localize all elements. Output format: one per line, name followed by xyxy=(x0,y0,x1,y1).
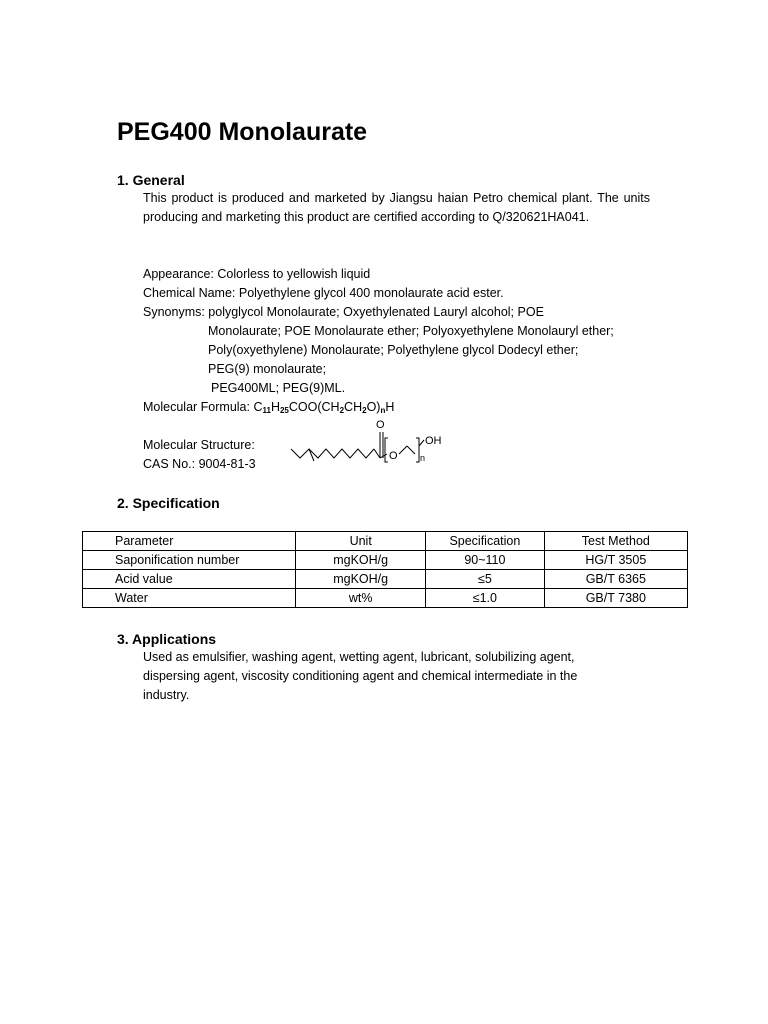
general-intro: This product is produced and marketed by Jiangsu haian Petro chemical plant. The units producing and marketing this product are certified according to Q/320621HA041. xyxy=(143,191,650,225)
table-cell: Saponification number xyxy=(83,551,296,570)
applications-text: Used as emulsifier, washing agent, wetting agent, lubricant, solubilizing agent, dispersing agent, viscosity conditioning agent and chemical intermediate in the industry. xyxy=(143,650,578,703)
alkyl-chain xyxy=(309,449,374,458)
synonyms-line-2: Monolaurate; POE Monolaurate ether; Polyoxyethylene Monolauryl ether; xyxy=(208,324,614,338)
formula-mid: COO(CH xyxy=(288,400,340,414)
general-heading: 1. General xyxy=(117,172,185,188)
repeat-bracket-open xyxy=(385,438,388,462)
document-title: PEG400 Monolaurate xyxy=(117,118,368,146)
cas-number: CAS No.: 9004-81-3 xyxy=(143,457,256,471)
formula-h-subscript: 25 xyxy=(279,406,289,415)
table-row xyxy=(83,570,688,589)
column-header-parameter: Parameter xyxy=(83,532,296,551)
formula-c-subscript: 11 xyxy=(262,406,271,415)
ethylene-bond-b xyxy=(407,446,415,454)
table-cell: mgKOH/g xyxy=(296,570,426,589)
chemical-name-text: Chemical Name: Polyethylene glycol 400 monolaurate acid ester. xyxy=(143,286,504,300)
repeat-bracket-close xyxy=(416,438,419,462)
table-header-row xyxy=(83,532,688,551)
hydroxyl-label: OH xyxy=(425,435,442,447)
table-cell: ≤5 xyxy=(426,570,545,589)
column-header-unit: Unit xyxy=(296,532,426,551)
column-header-specification: Specification xyxy=(426,532,545,551)
formula-ch2-subscript-a: 2 xyxy=(339,406,345,415)
formula-label: Molecular Formula: C xyxy=(143,400,263,414)
formula-n-subscript: n xyxy=(380,406,386,415)
table-cell: ≤1.0 xyxy=(426,589,545,608)
formula-tail: H xyxy=(385,400,395,414)
table-cell: wt% xyxy=(296,589,426,608)
formula-mid3: O) xyxy=(366,400,381,414)
table-cell: mgKOH/g xyxy=(296,551,426,570)
formula-h: H xyxy=(270,400,280,414)
synonyms-line-3: Poly(oxyethylene) Monolaurate; Polyethylene glycol Dodecyl ether; xyxy=(208,343,579,357)
appearance-text: Appearance: Colorless to yellowish liquid xyxy=(143,267,371,281)
synonyms-line-4: PEG(9) monolaurate; xyxy=(208,362,327,376)
synonyms-line-1: Synonyms: polyglycol Monolaurate; Oxyethylenated Lauryl alcohol; POE xyxy=(143,305,544,319)
formula-ch2-subscript-b: 2 xyxy=(362,406,367,415)
carbonyl-oxygen-label: O xyxy=(376,419,385,431)
structure-bonds xyxy=(291,432,424,462)
molecular-structure-diagram xyxy=(286,416,446,476)
bond-to-hydroxyl xyxy=(419,440,424,446)
specification-heading: 2. Specification xyxy=(117,495,220,511)
formula-mid2: CH xyxy=(344,400,363,414)
table-row xyxy=(83,589,688,608)
ethylene-bond-a xyxy=(399,446,407,454)
specification-table xyxy=(82,531,688,608)
table-cell: HG/T 3505 xyxy=(544,551,687,570)
synonyms-line-5: PEG400ML; PEG(9)ML. xyxy=(211,381,346,395)
table-cell: GB/T 6365 xyxy=(544,570,687,589)
table-row xyxy=(83,551,688,570)
chain-to-carbonyl-bond xyxy=(374,449,380,458)
repeat-n-label: n xyxy=(420,453,426,463)
column-header-test-method: Test Method xyxy=(544,532,687,551)
table-cell: GB/T 7380 xyxy=(544,589,687,608)
applications-heading: 3. Applications xyxy=(117,631,217,647)
table-cell: Acid value xyxy=(83,570,296,589)
ester-oxygen-label: O xyxy=(389,450,398,462)
structure-label: Molecular Structure: xyxy=(143,438,255,452)
table-cell: 90~110 xyxy=(426,551,545,570)
table-cell: Water xyxy=(83,589,296,608)
